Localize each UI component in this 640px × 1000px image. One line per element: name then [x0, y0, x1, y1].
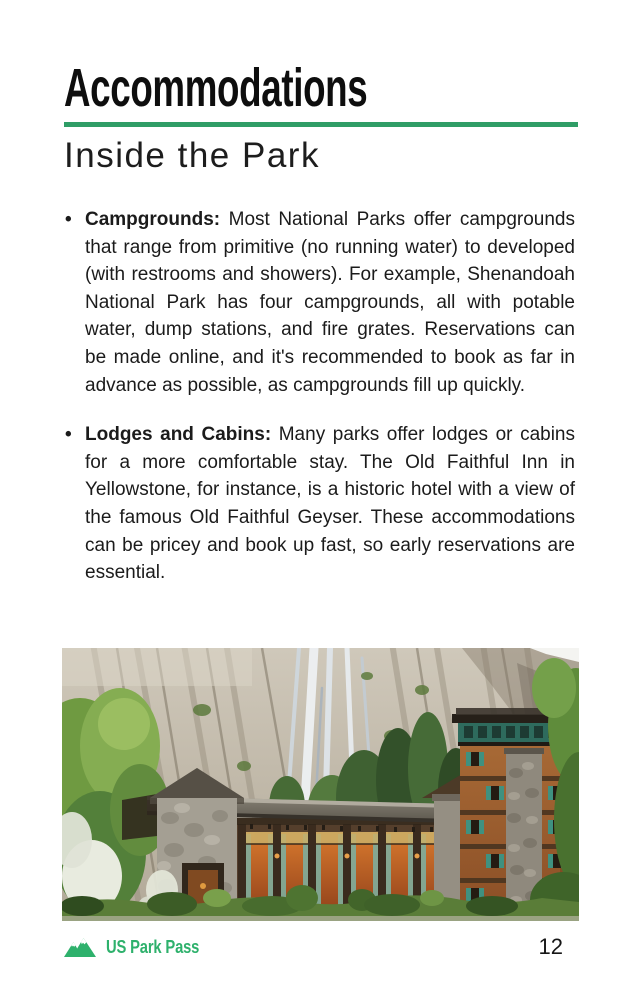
lodge-photo-illustration	[62, 648, 579, 921]
brand-logo	[62, 934, 220, 960]
bullet-lead: Campgrounds:	[85, 209, 221, 230]
page-subtitle: Inside the Park	[64, 136, 320, 175]
page-header	[64, 58, 578, 176]
list-item-lodges	[64, 421, 575, 587]
brand-name: US Park Pass	[106, 936, 200, 957]
mountains-icon	[62, 934, 98, 960]
title-underline	[64, 122, 578, 127]
bullet-text: Most National Parks offer campgrounds that range from primitive (no running water) to developed (with restrooms and showers). For example, Shenandoah National Park has four campgrounds, all with potable water, dump stations, and fire grates. Reservations can be made online, and it's recommended to book as far in advance as possible, as campgrounds fill up quickly.	[85, 209, 575, 396]
page-footer	[62, 928, 563, 966]
bullet-text: Many parks offer lodges or cabins for a more comfortable stay. The Old Faithful Inn in Yellowstone, for instance, is a historic hotel with a view of the famous Old Faithful Geyser. These accommodations can be pricey and book up fast, so early reservations are essential.	[85, 424, 575, 584]
page-title: Accommodations	[64, 58, 368, 118]
page-number: 12	[538, 934, 563, 959]
list-item-campgrounds	[64, 206, 575, 399]
lodge-photo	[62, 648, 579, 921]
bullet-lead: Lodges and Cabins:	[85, 424, 272, 446]
bullet-list	[64, 206, 575, 587]
